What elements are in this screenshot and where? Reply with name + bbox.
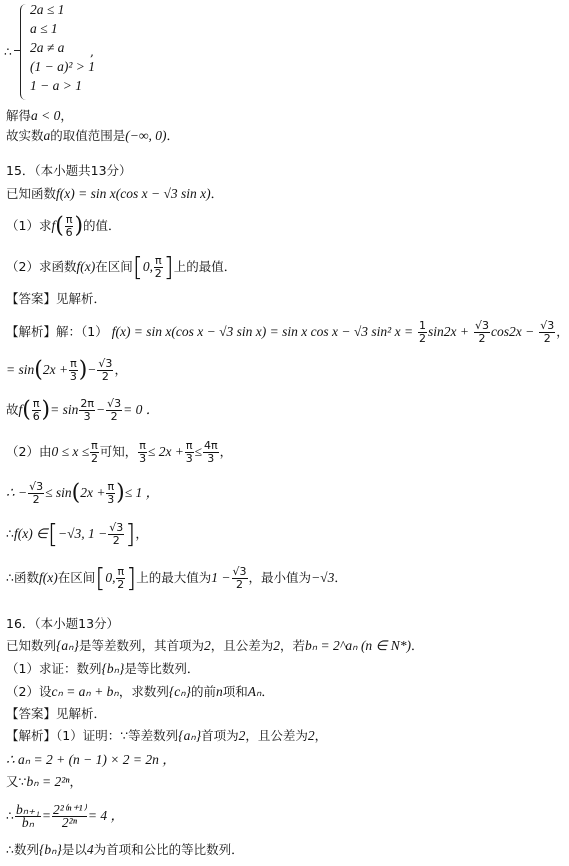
inequality-row: 1 − a > 1	[30, 78, 82, 93]
inequality-system	[30, 0, 95, 95]
problem-16-solution-line2: ∴ aₙ = 2 + (n − 1) × 2 = 2n ，	[6, 752, 176, 767]
problem-15-solution-sin-range: ∴ − $\frac{√3}{2}$ ≤ sin(2x + $\frac{\pi}{3}$ )≤ 1 ，	[6, 480, 160, 506]
problem-16-given: 已知数列{aₙ}是等差数列，其首项为2，且公差为2，若bₙ = 2^aₙ (n ∈ N*)．	[6, 638, 424, 653]
problem-16-q1: （1）求证：数列{bₙ}是等比数列．	[6, 661, 200, 676]
problem-15-q1: （1）求f( $\frac{\pi}{6}$ )的值．	[6, 213, 121, 239]
conclusion-line: 故实数a的取值范围是(−∞, 0)．	[6, 128, 180, 143]
problem-15-given: 已知函数f(x) = sin x(cos x − √3 sin x)．	[6, 186, 224, 201]
problem-15-solution-f-range: ∴f(x) ∈[−√3, 1 − $\frac{√3}{2}$ ]，	[6, 519, 148, 550]
problem-16-q2: （2）设cₙ = aₙ + bₙ，求数列{cₙ}的前n项和Aₙ．	[6, 684, 274, 699]
problem-15-solution-line3: 故f( $\frac{\pi}{6}$ )= sin $\frac{2\pi}{3}$ − $\frac{√3}{2}$ = 0 ．	[6, 397, 160, 423]
problem-15-solution-conclusion: ∴函数f(x)在区间[0, $\frac{\pi}{2}$ ]上的最大值为1 − $\frac{√3}{2}$ ，最小值为−√3．	[6, 563, 347, 594]
problem-15-solution-line1: 【解析】解：（1） f(x) = sin x(cos x − √3 sin x) = sin x cos x − √3 sin² x = $\frac{1}{2}$ sin2x + $\frac{√3}{2}$ cos2x − $\frac{√3}{2}$ ，	[6, 319, 569, 345]
system-comma: ,	[90, 44, 94, 59]
problem-16-answer: 【答案】见解析．	[6, 706, 107, 721]
therefore-symbol: ∴	[4, 44, 12, 59]
problem-15-solution-part2: （2）由0 ≤ x ≤ $\frac{\pi}{2}$ 可知， $\frac{\pi}{3}$ ≤ 2x + $\frac{\pi}{3}$ ≤ $\frac{4\pi}{3}$ ，	[6, 439, 233, 465]
problem-16-header: 16．（本小题13分）	[6, 616, 120, 631]
system-brace-tip	[14, 50, 21, 51]
problem-16-solution-line5: ∴数列{bₙ}是以4为首项和公比的等比数列．	[6, 842, 244, 857]
problem-15-answer: 【答案】见解析．	[6, 291, 107, 306]
inequality-row: 2a ≠ a	[30, 40, 65, 55]
problem-15-solution-line2: = sin(2x + $\frac{\pi}{3}$ )− $\frac{√3}{2}$ ，	[6, 357, 127, 383]
inequality-row: a ≤ 1	[30, 21, 58, 36]
inequality-row: 2a ≤ 1	[30, 2, 65, 17]
problem-16-solution-line1: 【解析】（1）证明：∵等差数列{aₙ}首项为2，且公差为2，	[6, 728, 328, 743]
problem-15-header: 15．（本小题共13分）	[6, 163, 132, 178]
solve-line: 解得a < 0，	[6, 108, 73, 123]
problem-15-q2: （2）求函数f(x)在区间[0, $\frac{\pi}{2}$ ]上的最值．	[6, 252, 237, 283]
problem-16-solution-line3: 又∵bₙ = 2²ⁿ，	[6, 774, 83, 789]
problem-16-solution-line4: ∴ $\frac{\text{bₙ₊₁}}{\text{bₙ}}$ = $\frac{\text{2²⁽ⁿ⁺¹⁾}}{\text{2²ⁿ}}$ = 4 ，	[6, 802, 125, 830]
inequality-row: (1 − a)² > 1	[30, 59, 96, 74]
system-brace	[20, 4, 27, 100]
